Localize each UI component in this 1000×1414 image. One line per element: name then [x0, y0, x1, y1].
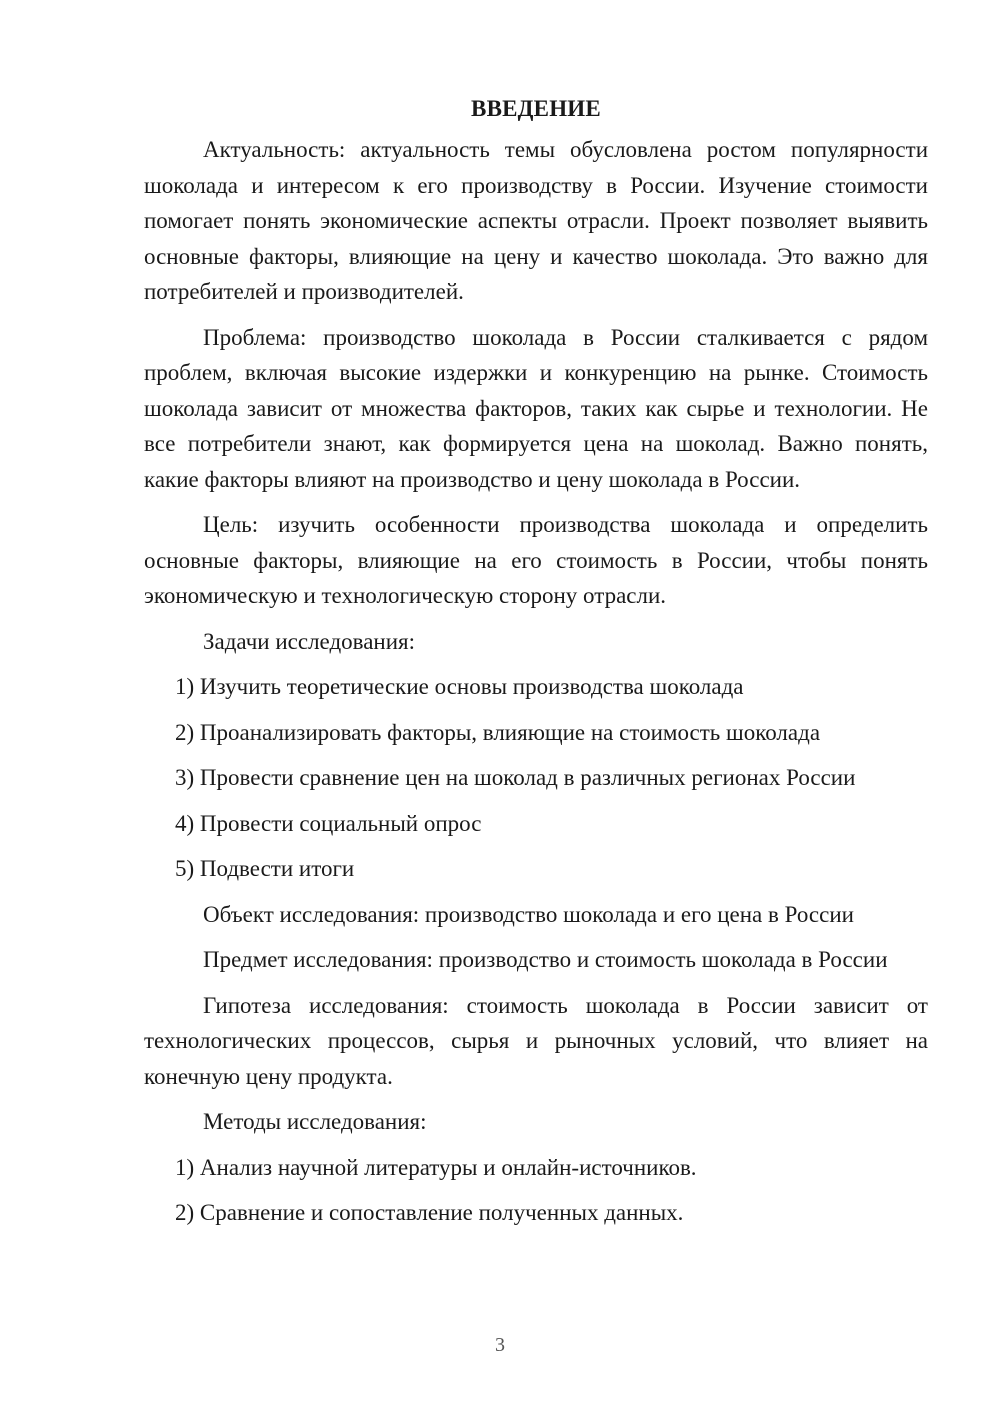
paragraph-object: Объект исследования: производство шоколада и его цена в России [203, 901, 854, 927]
task-item: 4) Провести социальный опрос [175, 810, 482, 836]
methods-list [144, 1150, 928, 1231]
paragraph-problem: Проблема: производство шоколада в России сталкивается с рядом проблем, включая высокие издержки и конкуренцию на рынке. Стоимость шоколада зависит от множества факторов, таких как сырье и технологии. Не все потребители знают, как формируется цена на шоколад. Важно понять, какие факторы влияют на производство и цену шоколада в России. [144, 324, 928, 492]
paragraph-subject: Предмет исследования: производство и стоимость шоколада в России [203, 947, 888, 972]
document-page [144, 92, 928, 1241]
paragraph-goal: Цель: изучить особенности производства шоколада и определить основные факторы, влияющие на его стоимость в России, чтобы понять экономическую и технологическую сторону отрасли. [144, 512, 928, 608]
tasks-heading: Задачи исследования: [203, 628, 416, 654]
document-title: ВВЕДЕНИЕ [471, 96, 601, 121]
paragraph-hypothesis: Гипотеза исследования: стоимость шоколада в России зависит от технологических процессов, сырья и рыночных условий, что влияет на конечную цену продукта. [144, 992, 928, 1089]
tasks-list [144, 669, 928, 887]
paragraph-relevance: Актуальность: актуальность темы обусловлена ростом популярности шоколада и интересом к его производству в России. Изучение стоимости помогает понять экономические аспекты отрасли. Проект позволяет выявить основные факторы, влияющие на цену и качество шоколада. Это важно для потребителей и производителей. [144, 137, 928, 304]
task-item: 3) Провести сравнение цен на шоколад в различных регионах России [175, 765, 856, 790]
method-item: 1) Анализ научной литературы и онлайн-источников. [175, 1154, 697, 1180]
methods-heading: Методы исследования: [203, 1109, 427, 1134]
task-item: 5) Подвести итоги [175, 856, 355, 881]
page-number: 3 [495, 1334, 505, 1356]
task-item: 2) Проанализировать факторы, влияющие на стоимость шоколада [175, 719, 821, 745]
task-item: 1) Изучить теоретические основы производства шоколада [175, 674, 744, 699]
method-item: 2) Сравнение и сопоставление полученных данных. [175, 1200, 684, 1225]
